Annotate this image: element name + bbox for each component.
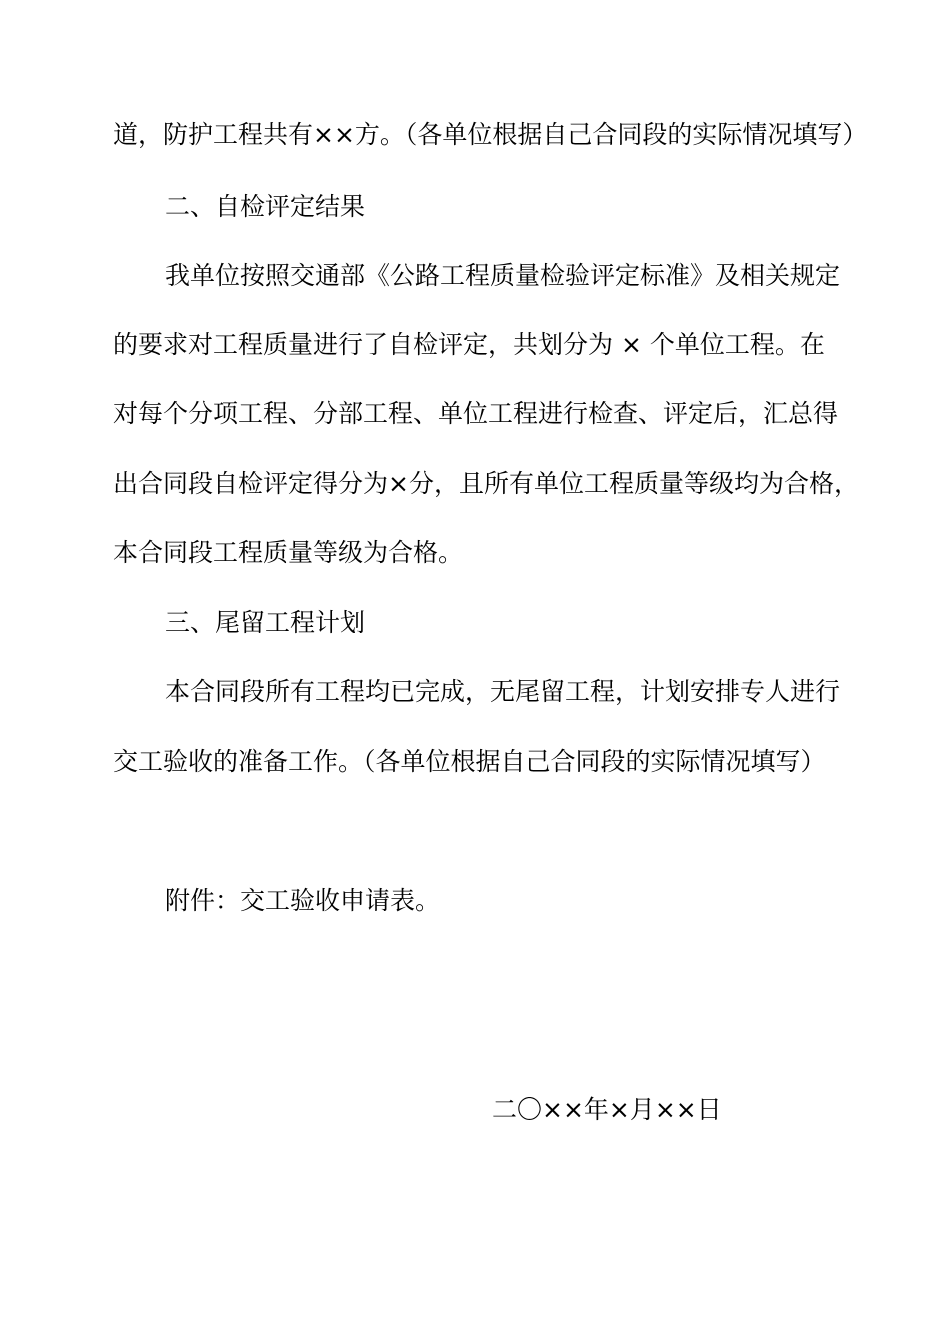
- paragraph-line-standard: 我单位按照交通部《公路工程质量检验评定标准》及相关规定: [165, 261, 841, 290]
- section-heading-self-inspection: 二、自检评定结果: [165, 192, 366, 221]
- paragraph-line-preparation: 交工验收的准备工作。（各单位根据自己合同段的实际情况填写）: [113, 747, 826, 776]
- attachment-note: 附件：交工验收申请表。: [165, 886, 441, 915]
- paragraph-line-score: 出合同段自检评定得分为×分，且所有单位工程质量等级均为合格，: [113, 469, 859, 498]
- section-heading-remaining-works: 三、尾留工程计划: [165, 608, 366, 637]
- paragraph-line-evaluation: 的要求对工程质量进行了自检评定，共划分为 × 个单位工程。在: [113, 330, 825, 359]
- paragraph-line-inspection: 对每个分项工程、分部工程、单位工程进行检查、评定后，汇总得: [113, 399, 839, 428]
- paragraph-line-protection-works: 道，防护工程共有××方。（各单位根据自己合同段的实际情况填写）: [113, 120, 868, 149]
- paragraph-line-quality-grade: 本合同段工程质量等级为合格。: [113, 538, 464, 567]
- document-date: 二〇××年×月××日: [492, 1095, 722, 1124]
- paragraph-line-completion: 本合同段所有工程均已完成，无尾留工程，计划安排专人进行: [165, 677, 841, 706]
